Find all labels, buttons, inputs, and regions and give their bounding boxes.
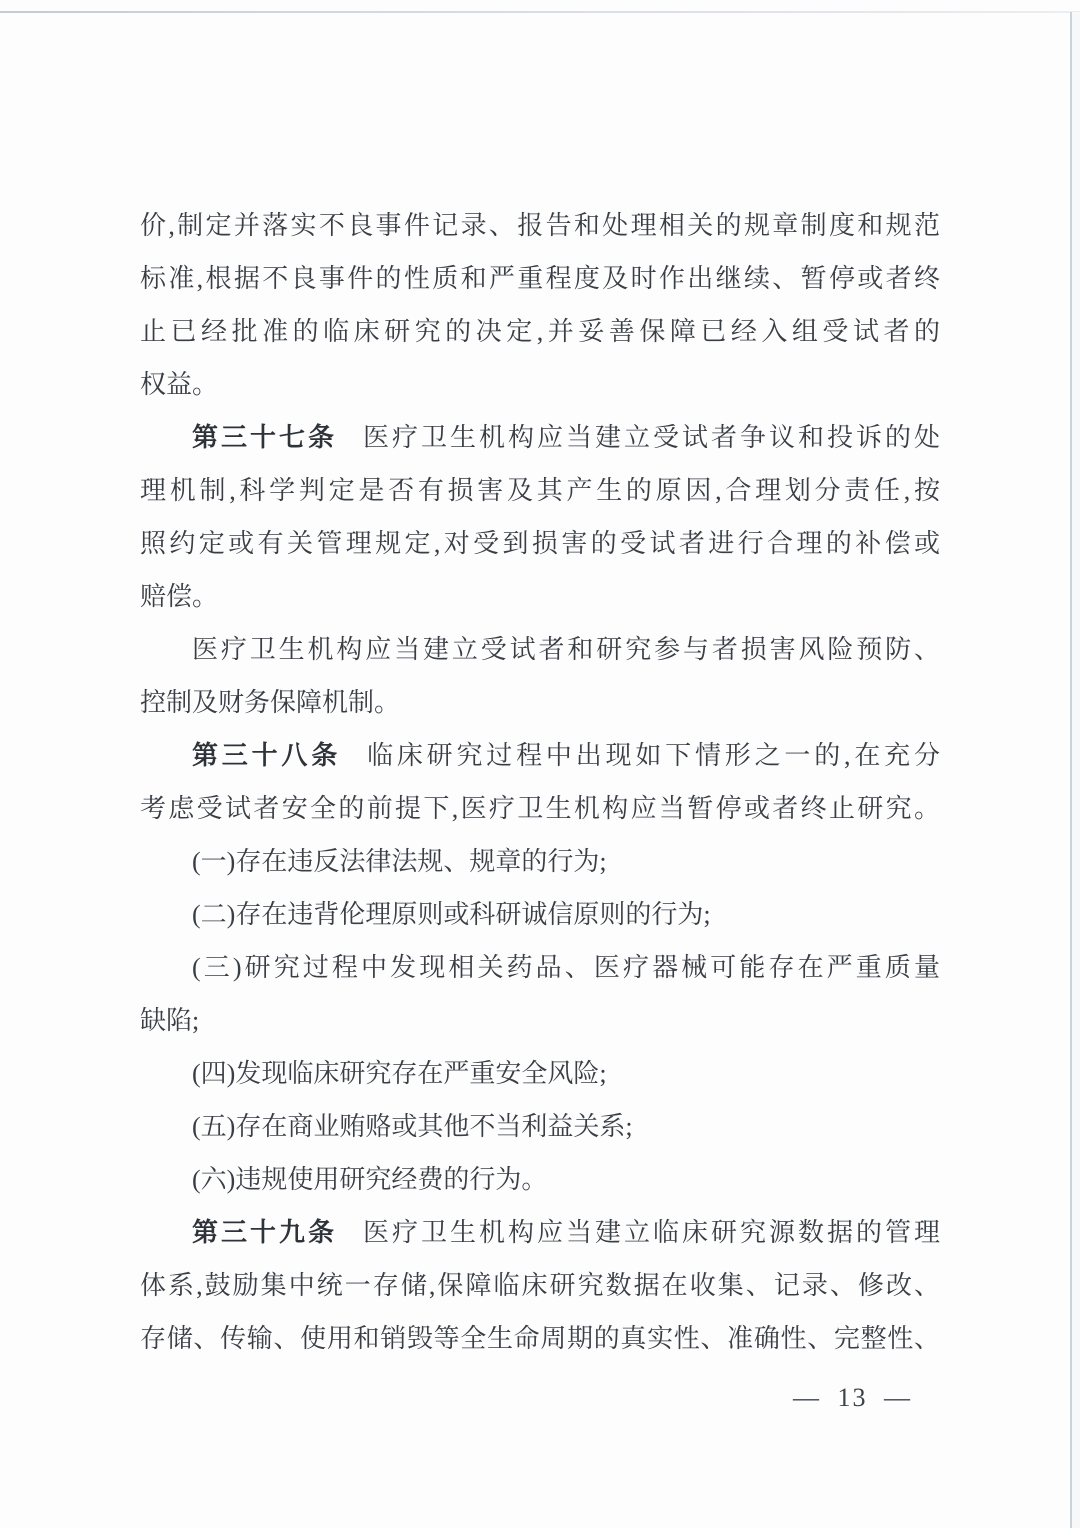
- text-line: 标准,根据不良事件的性质和严重程度及时作出继续、暂停或者终: [140, 264, 940, 293]
- list-item-6: (六)违规使用研究经费的行为。: [192, 1165, 548, 1194]
- text-line: 理机制,科学判定是否有损害及其产生的原因,合理划分责任,按: [140, 476, 940, 505]
- page-right-edge-line: [1070, 12, 1072, 1528]
- article-39-heading-line: [140, 1206, 940, 1259]
- list-item-1: (一)存在违反法律法规、规章的行为;: [192, 847, 607, 876]
- article-39-text: 医疗卫生机构应当建立临床研究源数据的管理: [363, 1218, 940, 1247]
- text-line: 权益。: [140, 370, 219, 399]
- list-item-5: (五)存在商业贿赂或其他不当利益关系;: [192, 1112, 633, 1141]
- text-line: 存储、传输、使用和销毁等全生命周期的真实性、准确性、完整性、: [140, 1324, 940, 1353]
- article-37-heading-line: [140, 411, 940, 464]
- text-line: 考虑受试者安全的前提下,医疗卫生机构应当暂停或者终止研究。: [140, 794, 940, 823]
- article-38-text: 临床研究过程中出现如下情形之一的,在充分: [367, 741, 940, 770]
- text-line: 价,制定并落实不良事件记录、报告和处理相关的规章制度和规范: [140, 211, 940, 240]
- article-38-number: 第三十八条: [192, 740, 342, 770]
- page-top-edge-line: [0, 11, 1080, 13]
- article-37-text: 医疗卫生机构应当建立受试者争议和投诉的处: [363, 423, 940, 452]
- list-item-3: (三)研究过程中发现相关药品、医疗器械可能存在严重质量: [192, 953, 940, 982]
- article-38-heading-line: [140, 729, 940, 782]
- article-39-number: 第三十九条: [192, 1217, 337, 1247]
- text-line: 赔偿。: [140, 582, 219, 611]
- text-line: 控制及财务保障机制。: [140, 688, 401, 717]
- list-item-3-continued: 缺陷;: [140, 1006, 200, 1035]
- list-item-4: (四)发现临床研究存在严重安全风险;: [192, 1059, 607, 1088]
- page-number: — 13 —: [793, 1383, 912, 1412]
- text-line: 体系,鼓励集中统一存储,保障临床研究数据在收集、记录、修改、: [140, 1271, 940, 1300]
- article-37-number: 第三十七条: [192, 422, 337, 452]
- list-item-2: (二)存在违背伦理原则或科研诚信原则的行为;: [192, 900, 711, 929]
- text-line: 医疗卫生机构应当建立受试者和研究参与者损害风险预防、: [192, 635, 940, 664]
- text-line: 止已经批准的临床研究的决定,并妥善保障已经入组受试者的: [140, 317, 940, 346]
- text-line: 照约定或有关管理规定,对受到损害的受试者进行合理的补偿或: [140, 529, 940, 558]
- page-right-margin-shade: [1072, 12, 1080, 1528]
- document-body: [140, 199, 940, 1365]
